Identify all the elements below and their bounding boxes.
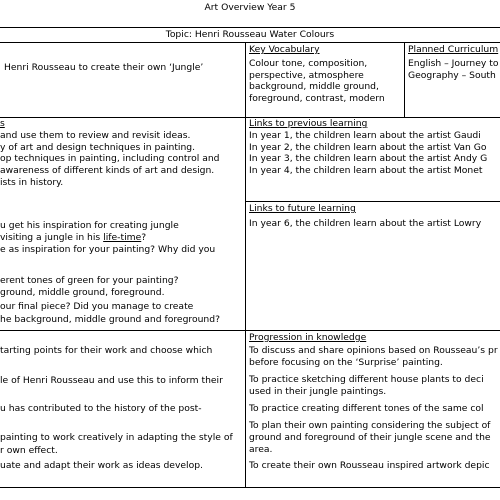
question-line: our final piece? Did you manage to create bbox=[0, 301, 194, 312]
progression-line: To practice creating different tones of the same col bbox=[249, 403, 484, 414]
planned-curriculum-line: Geography – South bbox=[408, 69, 496, 81]
progression-line: before focusing on the ‘Surprise’ painting. bbox=[249, 357, 443, 368]
progression-line: used in their jungle paintings. bbox=[249, 386, 387, 397]
question-line: erent tones of green for your painting? bbox=[0, 275, 179, 286]
aims-line: and use them to review and revisit ideas. bbox=[0, 130, 191, 141]
question-line bbox=[0, 232, 146, 244]
question-line: u get his inspiration for creating jungle bbox=[0, 220, 179, 231]
outcome-line: r own effect. bbox=[0, 445, 58, 456]
key-vocabulary-line: foreground, contrast, modern bbox=[249, 93, 385, 105]
aims-heading: s bbox=[0, 118, 5, 129]
life-time-link[interactable]: life-time bbox=[103, 232, 142, 243]
outcome-line: painting to work creatively in adapting the style of bbox=[0, 432, 233, 443]
aims-line: ists in history. bbox=[0, 176, 64, 188]
aims-list bbox=[0, 130, 220, 188]
progression-line: To practice sketching different house plants to deci bbox=[249, 374, 484, 385]
planned-curriculum-line: English – Journey to bbox=[408, 58, 499, 69]
key-vocabulary-line: perspective, atmosphere bbox=[249, 69, 364, 81]
outcome-line: uate and adapt their work as ideas develop. bbox=[0, 460, 203, 471]
aims-line: y of art and design techniques in painting. bbox=[0, 141, 196, 153]
outcome-line: le of Henri Rousseau and use this to inform their bbox=[0, 375, 223, 386]
future-learning-line: In year 6, the children learn about the artist Lowry bbox=[249, 218, 482, 229]
intro-text: Henri Rousseau to create their own ‘Jungle’ bbox=[4, 62, 204, 73]
future-learning-heading: Links to future learning bbox=[249, 203, 356, 214]
page-title: Art Overview Year 5 bbox=[204, 2, 296, 13]
table-border-bottom bbox=[0, 487, 500, 488]
question-text: ? bbox=[141, 232, 147, 243]
previous-learning-line: In year 3, the children learn about the artist Andy G bbox=[249, 153, 488, 165]
key-vocabulary-line: Colour tone, composition, bbox=[249, 58, 368, 69]
key-vocabulary-heading: Key Vocabulary bbox=[249, 44, 320, 55]
aims-line: op techniques in painting, including control and bbox=[0, 153, 220, 165]
question-line: e as inspiration for your painting? Why did you bbox=[0, 244, 216, 255]
previous-learning-line: In year 4, the children learn about the artist Monet bbox=[249, 165, 483, 177]
previous-learning-line: In year 1, the children learn about the artist Gaudi bbox=[249, 130, 481, 141]
key-vocabulary-line: background, middle ground, bbox=[249, 81, 379, 93]
progression-line: To create their own Rousseau inspired artwork depic bbox=[249, 460, 490, 471]
outcome-line: u has contributed to the history of the post- bbox=[0, 403, 202, 414]
outcome-line: tarting points for their work and choose which bbox=[0, 345, 213, 356]
progression-line: ground and foreground of their jungle scene and the bbox=[249, 432, 491, 443]
previous-learning-line: In year 2, the children learn about the artist Van Go bbox=[249, 141, 487, 153]
column-divider-curriculum bbox=[404, 42, 405, 117]
topic-row-divider bbox=[0, 42, 500, 43]
progression-heading: Progression in knowledge bbox=[249, 332, 367, 343]
planned-curriculum-heading: Planned Curriculum bbox=[408, 44, 499, 55]
progression-line: To plan their own painting considering the subject of bbox=[249, 420, 491, 431]
planned-curriculum-list bbox=[408, 58, 498, 81]
table-border-top bbox=[0, 27, 500, 28]
column-divider-main bbox=[245, 42, 246, 487]
question-line: ground, middle ground, foreground. bbox=[0, 287, 165, 298]
progression-line: To discuss and share opinions based on Rousseau’s pr bbox=[249, 345, 498, 356]
row-divider-3 bbox=[0, 330, 500, 331]
previous-learning-heading: Links to previous learning bbox=[249, 118, 368, 129]
topic-label: Topic: Henri Rousseau Water Colours bbox=[165, 29, 335, 40]
key-vocabulary-list bbox=[249, 58, 385, 105]
progression-line: area. bbox=[249, 444, 273, 455]
previous-learning-list bbox=[249, 130, 487, 177]
question-text: visiting a jungle in his bbox=[0, 232, 104, 243]
question-line: he background, middle ground and foreground? bbox=[0, 314, 220, 325]
row-divider-2 bbox=[245, 201, 500, 202]
aims-line: awareness of different kinds of art and design. bbox=[0, 165, 215, 177]
